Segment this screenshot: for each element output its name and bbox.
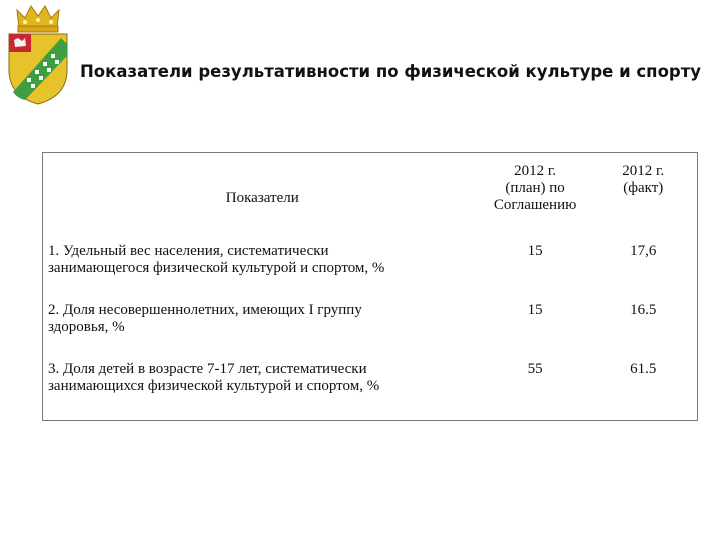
row-fact-value: 61.5	[630, 361, 657, 377]
row-indicator-line: занимающегося физической культурой и спортом, %	[48, 260, 385, 276]
crown-icon	[17, 6, 59, 32]
row-indicator-line: занимающихся физической культурой и спортом, %	[48, 378, 380, 394]
header-plan-line: 2012 г.	[514, 163, 557, 179]
row-indicator-line: 1. Удельный вес населения, систематически	[48, 243, 329, 259]
row-plan-value: 55	[527, 361, 543, 377]
table-header-row	[43, 153, 698, 234]
row-indicator-line: здоровья, %	[48, 319, 125, 335]
header-fact-line: 2012 г.	[622, 163, 665, 179]
row-indicator	[43, 233, 481, 292]
header-plan-line: (план) по	[505, 180, 565, 196]
indicators-table	[42, 152, 698, 421]
header-plan	[481, 153, 590, 234]
coat-of-arms-logo	[5, 0, 71, 106]
row-indicator	[43, 351, 481, 421]
row-indicator-line: 2. Доля несовершеннолетних, имеющих I группу	[48, 302, 362, 318]
table-row	[43, 233, 698, 292]
header-plan-line: Соглашению	[493, 197, 577, 213]
table-row	[43, 292, 698, 351]
page-title: Показатели результативности по физической культуре и спорту	[80, 62, 702, 81]
row-fact-value: 17,6	[630, 243, 657, 259]
header-fact	[590, 153, 698, 234]
table-row	[43, 351, 698, 421]
row-indicator	[43, 292, 481, 351]
row-fact-value: 16.5	[630, 302, 657, 318]
row-plan-value: 15	[527, 302, 543, 318]
header-indicator: Показатели	[225, 189, 299, 206]
row-plan-value: 15	[527, 243, 543, 259]
header-fact-line: (факт)	[623, 180, 664, 196]
row-indicator-line: 3. Доля детей в возрасте 7-17 лет, систематически	[48, 361, 367, 377]
